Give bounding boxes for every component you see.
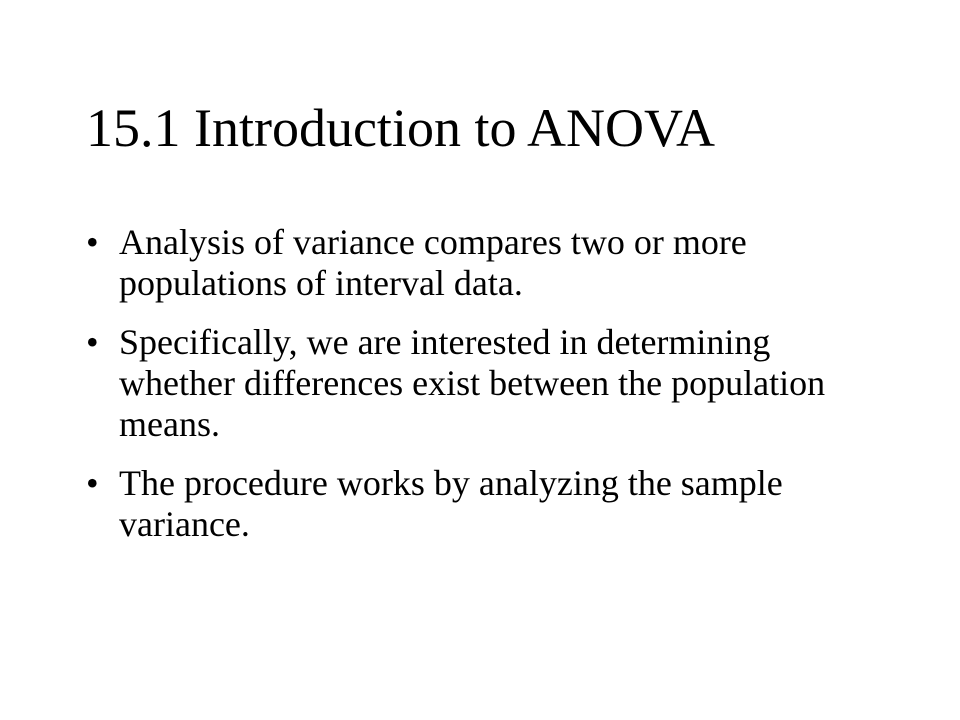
- bullet-icon: •: [86, 322, 99, 362]
- bullet-item: [86, 222, 886, 304]
- slide-title: 15.1 Introduction to ANOVA: [86, 98, 715, 158]
- bullet-icon: •: [86, 222, 99, 262]
- bullet-text: Analysis of variance compares two or more populations of interval data.: [119, 222, 747, 303]
- bullet-text: The procedure works by analyzing the sample variance.: [119, 463, 783, 544]
- bullet-item: [86, 322, 886, 445]
- bullet-list: [86, 222, 886, 563]
- bullet-item: [86, 463, 886, 545]
- bullet-text: Specifically, we are interested in determining whether differences exist between the population means.: [119, 322, 826, 444]
- bullet-icon: •: [86, 463, 99, 503]
